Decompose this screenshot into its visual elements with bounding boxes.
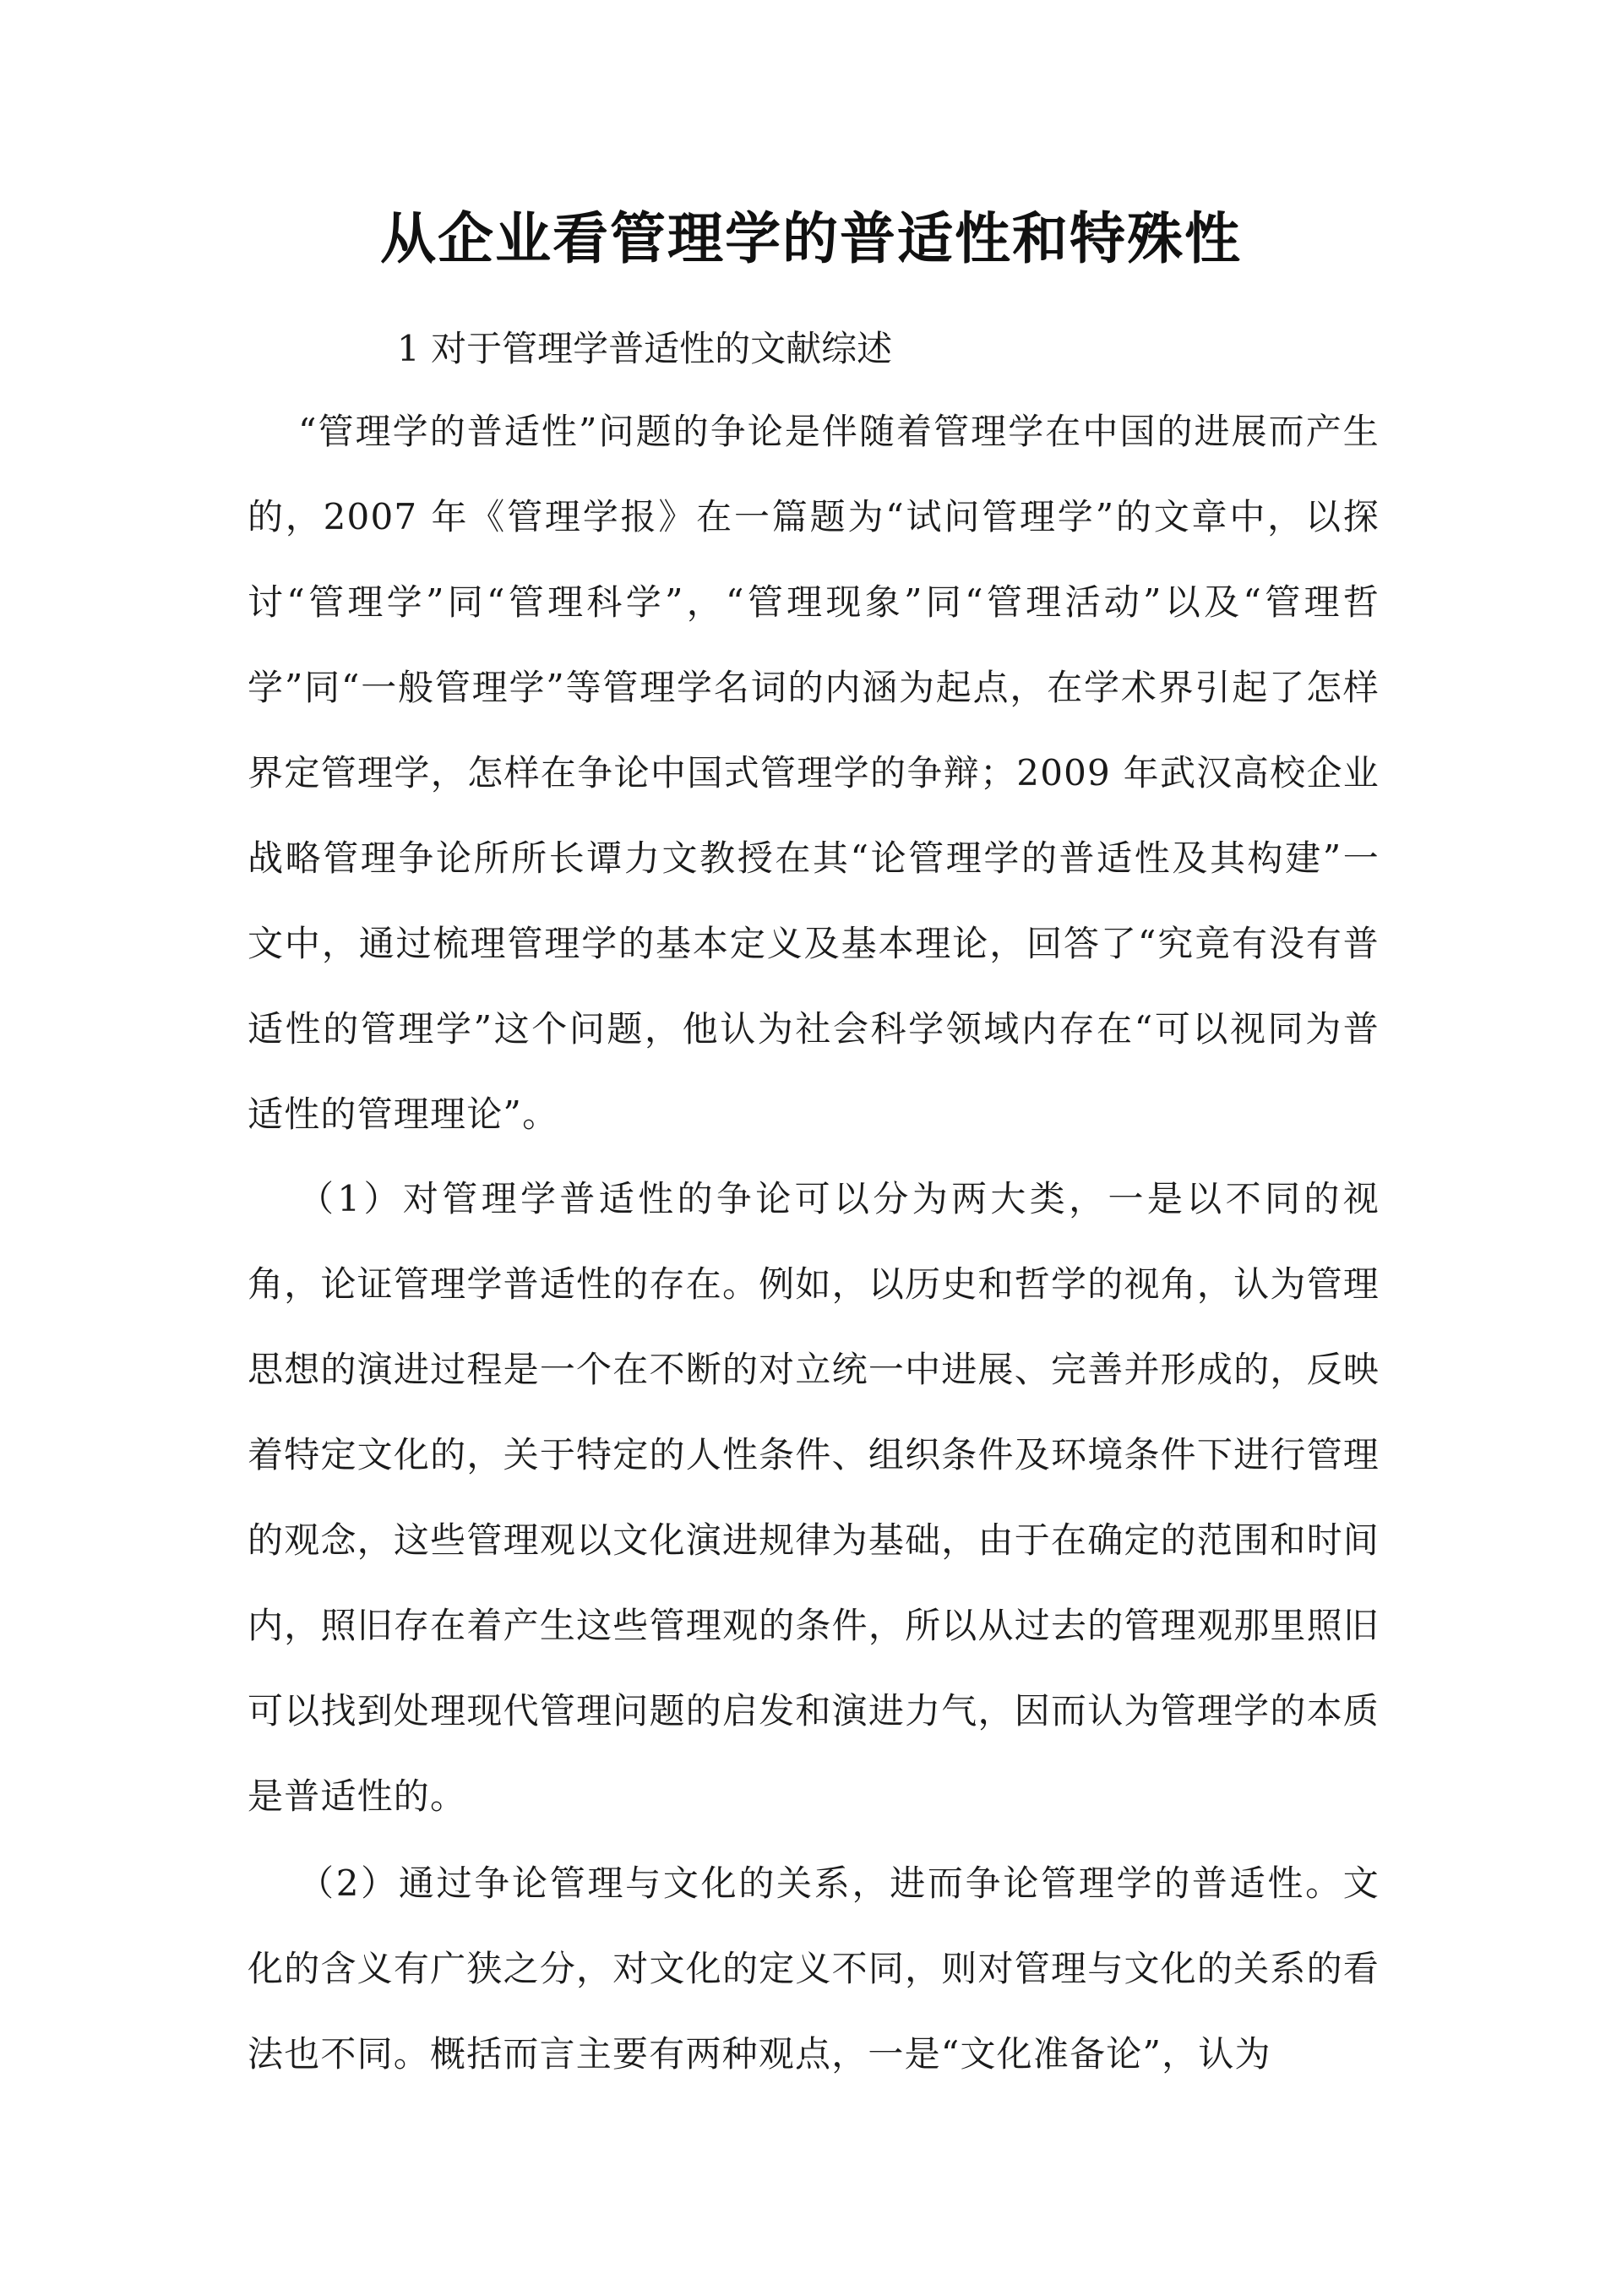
body-paragraph: （2）通过争论管理与文化的关系，进而争论管理学的普适性。文化的含义有广狭之分，对文化的定义不同，则对管理与文化的关系的看法也不同。概括而言主要有两种观点，一是“文化准备论”，认为 xyxy=(248,1862,1380,2075)
section-heading: 1 对于管理学普适性的文献综述 xyxy=(397,328,893,369)
body-paragraph: （1）对管理学普适性的争论可以分为两大类，一是以不同的视角，论证管理学普适性的存在。例如，以历史和哲学的视角，认为管理思想的演进过程是一个在不断的对立统一中进展、完善并形成的，反映着特定文化的，关于特定的人性条件、组织条件及环境条件下进行管理的观念，这些管理观以文化演进规律为基础，由于在确定的范围和时间内，照旧存在着产生这些管理观的条件，所以从过去的管理观那里照旧可以找到处理现代管理问题的启发和演进力气，因而认为管理学的本质是普适性的。 xyxy=(248,1178,1380,1817)
body-paragraph: “管理学的普适性”问题的争论是伴随着管理学在中国的进展而产生的，2007 年《管理学报》在一篇题为“试问管理学”的文章中，以探讨“管理学”同“管理科学”，“管理现象”同“管理活动”以及“管理哲学”同“一般管理学”等管理学名词的内涵为起点，在学术界引起了怎样界定管理学，怎样在争论中国式管理学的争辩；2009 年武汉高校企业战略管理争论所所长谭力文教授在其“论管理学的普适性及其构建”一文中，通过梳理管理学的基本定义及基本理论，回答了“究竟有没有普适性的管理学”这个问题，他认为社会科学领域内存在“可以视同为普适性的管理理论”。 xyxy=(248,411,1380,1135)
document-title: 从企业看管理学的普适性和特殊性 xyxy=(380,205,1242,271)
